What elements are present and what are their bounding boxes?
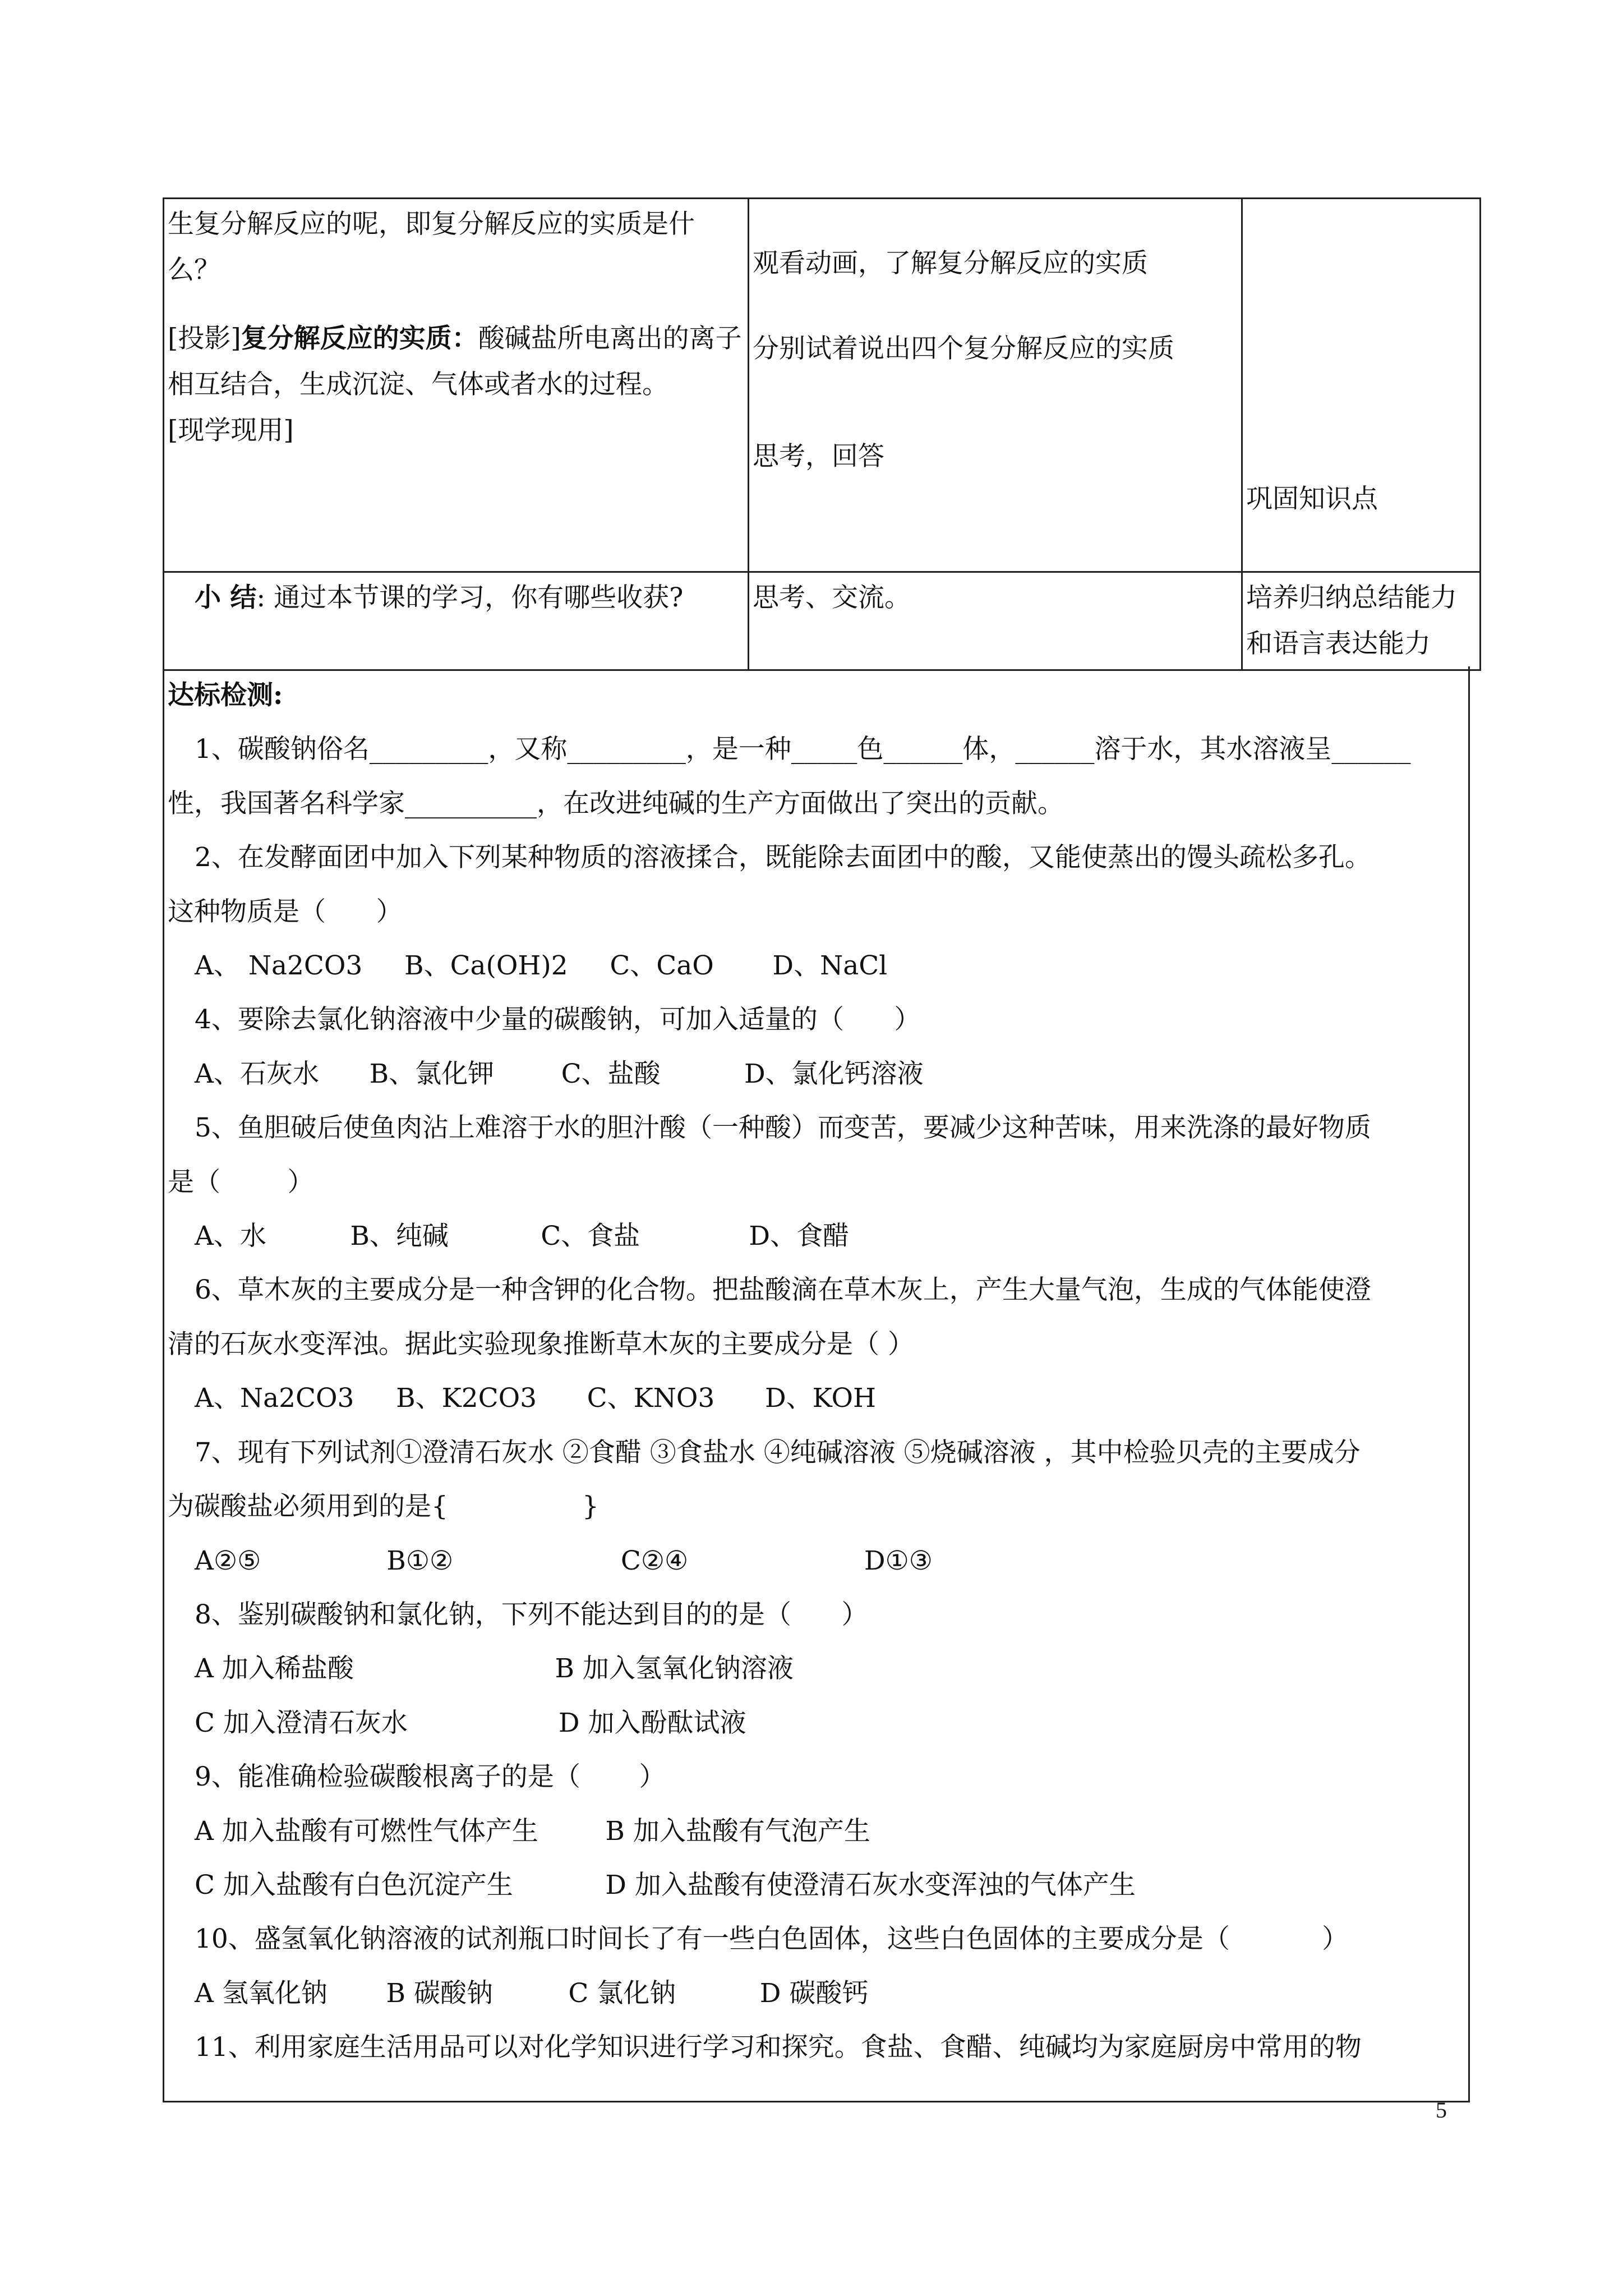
question-10-options: A 氢氧化钠 B 碳酸钠 C 氯化钠 D 碳酸钙: [195, 1977, 869, 2009]
question-4: 4、要除去氯化钠溶液中少量的碳酸钠，可加入适量的（ ）: [195, 1004, 921, 1036]
summary-purpose-cell: 培养归纳总结能力和语言表达能力: [1242, 572, 1481, 670]
student-step-1: 观看动画，了解复分解反应的实质: [753, 248, 1148, 279]
question-6-line-2: 清的石灰水变浑浊。据此实验现象推断草木灰的主要成分是（ ）: [168, 1328, 914, 1360]
question-5-line-1: 5、鱼胆破后使鱼肉沾上难溶于水的胆汁酸（一种酸）而变苦，要减少这种苦味，用来洗涤的最好物质: [195, 1112, 1371, 1144]
quiz-title: 达标检测:: [168, 680, 283, 711]
question-2-line-2: 这种物质是（ ）: [168, 896, 403, 927]
question-10: 10、盛氢氧化钠溶液的试剂瓶口时间长了有一些白色固体，这些白色固体的主要成分是（ ）: [195, 1924, 1349, 1955]
lesson-table: [163, 197, 1481, 671]
question-5-options: A、水 B、纯碱 C、食盐 D、食醋: [195, 1221, 850, 1252]
question-7-options: A②⑤ B①② C②④ D①③: [195, 1545, 933, 1576]
summary-cell: 小 结: 通过本节课的学习，你有哪些收获?: [164, 572, 749, 670]
question-7-line-1: 7、现有下列试剂①澄清石灰水 ②食醋 ③食盐水 ④纯碱溶液 ⑤烧碱溶液 ，其中检验贝壳的主要成分: [195, 1437, 1361, 1468]
question-8: 8、鉴别碳酸钠和氯化钠，下列不能达到目的的是（ ）: [195, 1599, 868, 1630]
teacher-activity-cell: [164, 199, 749, 572]
question-8-options-1: A 加入稀盐酸 B 加入氢氧化钠溶液: [195, 1653, 794, 1685]
question-11: 11、利用家庭生活用品可以对化学知识进行学习和探究。食盐、食醋、纯碱均为家庭厨房中常用的物: [195, 2032, 1362, 2063]
question-9-options-2: C 加入盐酸有白色沉淀产生 D 加入盐酸有使澄清石灰水变浑浊的气体产生: [195, 1869, 1136, 1901]
student-step-2: 分别试着说出四个复分解反应的实质: [753, 333, 1174, 364]
question-6-line-1: 6、草木灰的主要成分是一种含钾的化合物。把盐酸滴在草木灰上，产生大量气泡，生成的气体能使澄: [195, 1274, 1371, 1306]
question-1-line-1: 1、碳酸钠俗名_________，又称_________，是一种_____色______体，______溶于水，其水溶液呈______: [195, 734, 1411, 765]
projection-text: [投影]复分解反应的实质：酸碱盐所电离出的离子相互结合，生成沉淀、气体或者水的过程。: [168, 323, 742, 400]
purpose-cell: [1242, 199, 1481, 572]
apply-label: [现学现用]: [168, 415, 294, 446]
question-9-options-1: A 加入盐酸有可燃性气体产生 B 加入盐酸有气泡产生: [195, 1815, 870, 1847]
question-2-line-1: 2、在发酵面团中加入下列某种物质的溶液揉合，既能除去面团中的酸，又能使蒸出的馒头疏松多孔。: [195, 842, 1371, 873]
question-9: 9、能准确检验碳酸根离子的是（ ）: [195, 1761, 666, 1793]
question-6-options: A、Na2CO3 B、K2CO3 C、KNO3 D、KOH: [195, 1383, 877, 1414]
question-4-options: A、石灰水 B、氯化钾 C、盐酸 D、氯化钙溶液: [195, 1058, 924, 1089]
question-1-line-2: 性，我国著名科学家__________，在改进纯碱的生产方面做出了突出的贡献。: [168, 788, 1064, 819]
table-row: [164, 572, 1481, 670]
quiz-section: [163, 666, 1470, 2102]
page-number: 5: [1436, 2097, 1447, 2123]
question-text: 生复分解反应的呢，即复分解反应的实质是什么？: [168, 209, 695, 286]
question-7-line-2: 为碳酸盐必须用到的是{ }: [168, 1491, 599, 1522]
summary-student-cell: 思考、交流。: [749, 572, 1242, 670]
student-activity-cell: [749, 199, 1242, 572]
question-8-options-2: C 加入澄清石灰水 D 加入酚酞试液: [195, 1707, 746, 1738]
purpose-text: 巩固知识点: [1246, 484, 1378, 514]
table-row: [164, 199, 1481, 572]
question-5-line-2: 是（ ）: [168, 1166, 314, 1198]
student-step-3: 思考，回答: [753, 441, 884, 472]
question-2-options: A、 Na2CO3 B、Ca(OH)2 C、CaO D、NaCl: [195, 950, 888, 982]
